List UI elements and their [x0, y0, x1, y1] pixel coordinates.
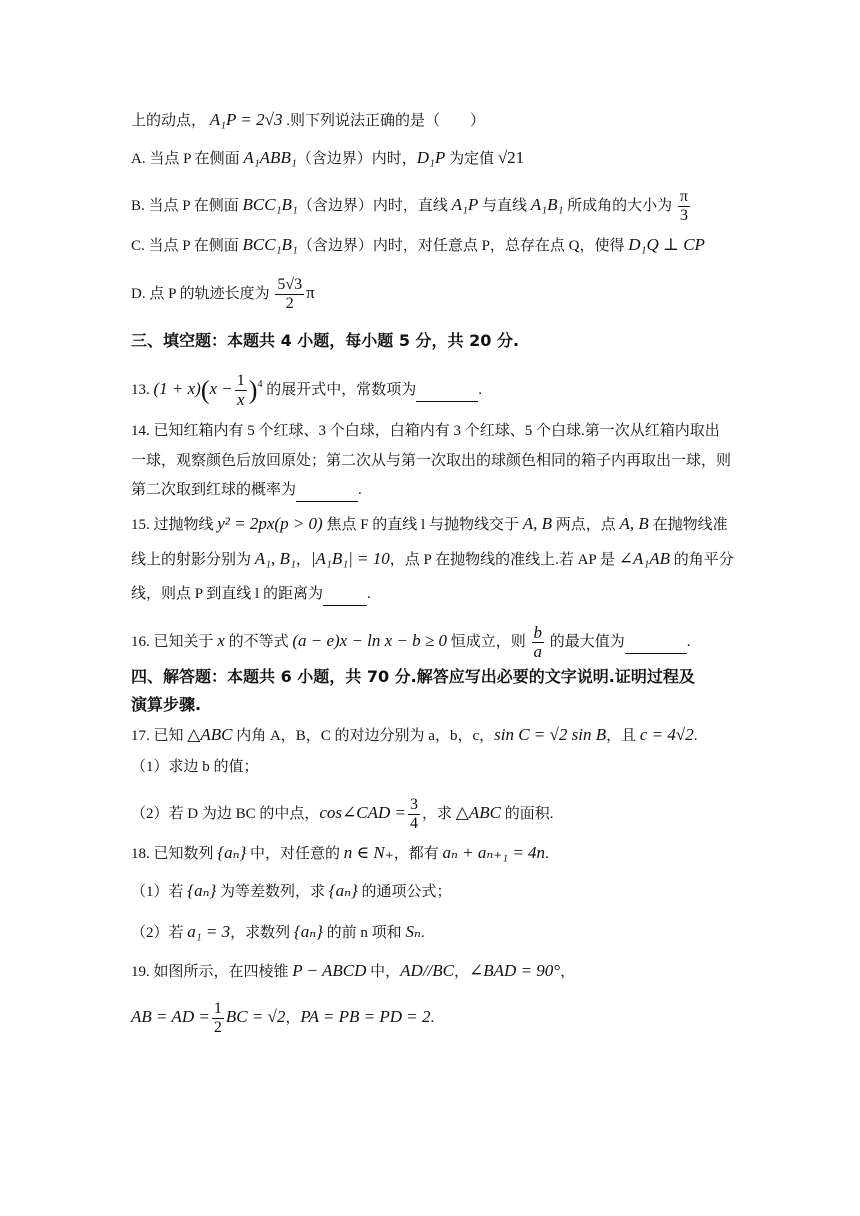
- option-c: C. 当点 P 在侧面 BCC₁B₁（含边界）内时，对任意点 P，总存在点 Q，使得 D₁Q ⊥ CP: [131, 235, 705, 254]
- problem-15-line-1: 15. 过抛物线 y² = 2px(p > 0) 焦点 F 的直线 l 与抛物线交于 A, B 两点，点 A, B 在抛物线准: [131, 514, 728, 533]
- answer-blank: [323, 583, 367, 606]
- problem-14-line-2: 一球，观察颜色后放回原处；第二次从与第一次取出的球颜色相同的箱子内再取出一球，则: [131, 453, 732, 469]
- option-d: D. 点 P 的轨迹长度为 $\frac{5√3}{2}$ π: [131, 276, 315, 312]
- problem-14-line-3: 第二次取到红球的概率为 .: [131, 479, 362, 502]
- option-b: B. 当点 P 在侧面 BCC₁B₁（含边界）内时，直线 A₁P 与直线 A₁B₁ 所成角的大小为 $\frac{\pi}{3}$: [131, 188, 688, 224]
- section-4-heading-line-2: 演算步骤.: [131, 695, 202, 714]
- problem-17: 17. 已知 △ABC 内角 A，B，C 的对边分别为 a，b，c，sin C = √2 sin B，且 c = 4√2.: [131, 725, 698, 744]
- condition-a1p: A₁P = 2√3: [209, 110, 283, 129]
- problem-18-q2: （2）若 a₁ = 3，求数列 {aₙ} 的前 n 项和 Sₙ.: [131, 922, 425, 941]
- problem-17-q2: （2）若 D 为边 BC 的中点，cos∠CAD = $\frac{3}{4}$ ，求 △ABC 的面积.: [131, 796, 554, 832]
- problem-12-tail: 上的动点， A₁P = 2√3 .则下列说法正确的是（ ）: [131, 110, 485, 129]
- problem-19-line-2: AB = AD = $\frac{1}{2}$ BC = √2，PA = PB = PD = 2.: [131, 1000, 435, 1036]
- length-fraction: $\frac{5√3}{2}$: [277, 276, 303, 312]
- option-a: A. 当点 P 在侧面 A₁ABB₁（含边界）内时，D₁P 为定值 √21: [131, 148, 525, 167]
- problem-13: 13. (1 + x)(x − $\frac{1}{x}$ )$^4$ 的展开式中，常数项为 .: [131, 372, 482, 409]
- section-3-heading: 三、填空题：本题共 4 小题，每小题 5 分，共 20 分.: [131, 331, 520, 350]
- angle-fraction: $\frac{\pi}{3}$: [679, 188, 688, 224]
- problem-17-q1: （1）求边 b 的值；: [131, 759, 259, 775]
- answer-blank: [296, 479, 358, 502]
- answer-blank: [625, 631, 687, 654]
- problem-15-line-2: 线上的射影分别为 A₁, B₁，|A₁B₁| = 10，点 P 在抛物线的准线上.若 AP 是 ∠A₁AB 的角平分: [131, 549, 734, 568]
- problem-18-q1: （1）若 {aₙ} 为等差数列，求 {aₙ} 的通项公式；: [131, 881, 452, 900]
- problem-14-line-1: 14. 已知红箱内有 5 个红球、3 个白球，白箱内有 3 个红球、5 个白球.第一次从红箱内取出: [131, 423, 720, 439]
- problem-16: 16. 已知关于 x 的不等式 (a − e)x − ln x − b ≥ 0 恒成立，则 $\frac{b}{a}$ 的最大值为 .: [131, 623, 691, 661]
- section-4-heading-line-1: 四、解答题：本题共 6 小题，共 70 分.解答应写出必要的文字说明.证明过程及: [131, 667, 695, 686]
- problem-19-line-1: 19. 如图所示，在四棱锥 P − ABCD 中，AD//BC，∠BAD = 90°，: [131, 961, 576, 980]
- problem-15-line-3: 线，则点 P 到直线 l 的距离为 .: [131, 583, 371, 606]
- problem-18: 18. 已知数列 {aₙ} 中，对任意的 n ∈ N₊，都有 aₙ + aₙ₊₁ = 4n.: [131, 843, 549, 862]
- answer-blank: [416, 379, 478, 402]
